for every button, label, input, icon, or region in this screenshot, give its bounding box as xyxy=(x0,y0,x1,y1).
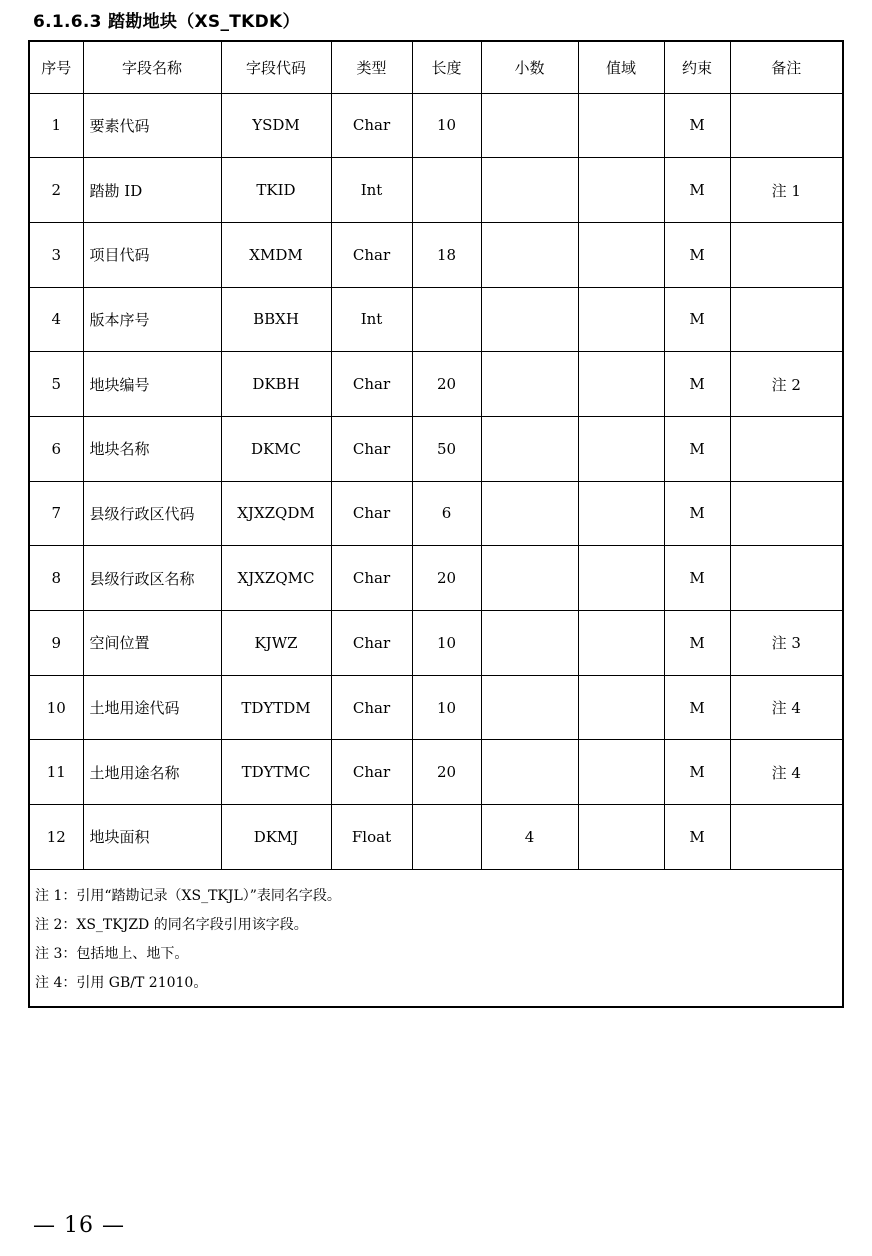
field-name-cell: 项目代码 xyxy=(83,222,221,287)
remark-cell: 注 4 xyxy=(730,740,843,805)
constraint-cell: M xyxy=(664,805,730,870)
field-code-cell: DKBH xyxy=(221,352,331,417)
constraint-cell: M xyxy=(664,93,730,158)
table-row xyxy=(29,352,843,417)
constraint-cell: M xyxy=(664,740,730,805)
length-cell: 10 xyxy=(412,675,481,740)
seq-cell: 8 xyxy=(29,546,83,611)
column-header: 字段名称 xyxy=(83,41,221,93)
field-code-cell: TDYTDM xyxy=(221,675,331,740)
remark-cell xyxy=(730,287,843,352)
decimal-cell xyxy=(481,675,578,740)
remark-cell xyxy=(730,93,843,158)
type-cell: Char xyxy=(331,352,412,417)
notes-cell xyxy=(29,869,843,1007)
column-header: 约束 xyxy=(664,41,730,93)
type-cell: Char xyxy=(331,93,412,158)
length-cell: 18 xyxy=(412,222,481,287)
constraint-cell: M xyxy=(664,222,730,287)
type-cell: Char xyxy=(331,481,412,546)
seq-cell: 1 xyxy=(29,93,83,158)
field-code-cell: TKID xyxy=(221,158,331,223)
domain-cell xyxy=(578,222,664,287)
note-line: 注 4：引用 GB/T 21010。 xyxy=(35,974,208,991)
field-name-cell: 土地用途代码 xyxy=(83,675,221,740)
field-code-cell: XJXZQDM xyxy=(221,481,331,546)
table-row xyxy=(29,158,843,223)
field-code-cell: YSDM xyxy=(221,93,331,158)
constraint-cell: M xyxy=(664,352,730,417)
constraint-cell: M xyxy=(664,546,730,611)
decimal-cell xyxy=(481,481,578,546)
domain-cell xyxy=(578,287,664,352)
table-row xyxy=(29,546,843,611)
remark-cell: 注 3 xyxy=(730,611,843,676)
table-row xyxy=(29,805,843,870)
length-cell xyxy=(412,158,481,223)
field-name-cell: 空间位置 xyxy=(83,611,221,676)
domain-cell xyxy=(578,675,664,740)
column-header: 序号 xyxy=(29,41,83,93)
note-line: 注 1：引用“踏勘记录（XS_TKJL）”表同名字段。 xyxy=(35,887,341,904)
type-cell: Int xyxy=(331,287,412,352)
seq-cell: 12 xyxy=(29,805,83,870)
remark-cell: 注 4 xyxy=(730,675,843,740)
constraint-cell: M xyxy=(664,416,730,481)
table-row xyxy=(29,611,843,676)
type-cell: Char xyxy=(331,546,412,611)
page-number: — 16 — xyxy=(33,1213,125,1238)
length-cell: 20 xyxy=(412,546,481,611)
seq-cell: 4 xyxy=(29,287,83,352)
seq-cell: 6 xyxy=(29,416,83,481)
field-definition-table xyxy=(28,40,844,1008)
column-header: 小数 xyxy=(481,41,578,93)
field-code-cell: DKMJ xyxy=(221,805,331,870)
decimal-cell xyxy=(481,222,578,287)
remark-cell: 注 1 xyxy=(730,158,843,223)
field-code-cell: XMDM xyxy=(221,222,331,287)
seq-cell: 7 xyxy=(29,481,83,546)
domain-cell xyxy=(578,611,664,676)
remark-cell xyxy=(730,416,843,481)
column-header: 类型 xyxy=(331,41,412,93)
note-line: 注 3：包括地上、地下。 xyxy=(35,945,189,962)
field-name-cell: 版本序号 xyxy=(83,287,221,352)
field-code-cell: KJWZ xyxy=(221,611,331,676)
field-code-cell: DKMC xyxy=(221,416,331,481)
type-cell: Int xyxy=(331,158,412,223)
table-row xyxy=(29,740,843,805)
field-name-cell: 县级行政区代码 xyxy=(83,481,221,546)
note-line: 注 2：XS_TKJZD 的同名字段引用该字段。 xyxy=(35,916,308,933)
decimal-cell xyxy=(481,546,578,611)
domain-cell xyxy=(578,546,664,611)
field-name-cell: 地块编号 xyxy=(83,352,221,417)
type-cell: Char xyxy=(331,740,412,805)
table-body xyxy=(29,93,843,869)
field-code-cell: BBXH xyxy=(221,287,331,352)
length-cell xyxy=(412,287,481,352)
decimal-cell xyxy=(481,287,578,352)
remark-cell: 注 2 xyxy=(730,352,843,417)
domain-cell xyxy=(578,805,664,870)
field-name-cell: 土地用途名称 xyxy=(83,740,221,805)
domain-cell xyxy=(578,93,664,158)
length-cell: 20 xyxy=(412,740,481,805)
field-code-cell: XJXZQMC xyxy=(221,546,331,611)
column-header: 值域 xyxy=(578,41,664,93)
table-row xyxy=(29,675,843,740)
decimal-cell xyxy=(481,611,578,676)
notes-row xyxy=(29,869,843,1007)
decimal-cell xyxy=(481,93,578,158)
domain-cell xyxy=(578,481,664,546)
seq-cell: 11 xyxy=(29,740,83,805)
decimal-cell xyxy=(481,158,578,223)
length-cell: 6 xyxy=(412,481,481,546)
field-name-cell: 踏勘 ID xyxy=(83,158,221,223)
domain-cell xyxy=(578,416,664,481)
table-header-row xyxy=(29,41,843,93)
length-cell: 10 xyxy=(412,93,481,158)
section-heading: 6.1.6.3 踏勘地块（XS_TKDK） xyxy=(33,12,300,32)
remark-cell xyxy=(730,481,843,546)
length-cell xyxy=(412,805,481,870)
seq-cell: 3 xyxy=(29,222,83,287)
seq-cell: 5 xyxy=(29,352,83,417)
field-code-cell: TDYTMC xyxy=(221,740,331,805)
column-header: 字段代码 xyxy=(221,41,331,93)
field-name-cell: 县级行政区名称 xyxy=(83,546,221,611)
decimal-cell: 4 xyxy=(481,805,578,870)
constraint-cell: M xyxy=(664,287,730,352)
table-row xyxy=(29,416,843,481)
table-row xyxy=(29,287,843,352)
table-row xyxy=(29,222,843,287)
seq-cell: 10 xyxy=(29,675,83,740)
table-row xyxy=(29,93,843,158)
field-name-cell: 要素代码 xyxy=(83,93,221,158)
length-cell: 10 xyxy=(412,611,481,676)
seq-cell: 2 xyxy=(29,158,83,223)
length-cell: 20 xyxy=(412,352,481,417)
constraint-cell: M xyxy=(664,481,730,546)
field-name-cell: 地块面积 xyxy=(83,805,221,870)
domain-cell xyxy=(578,158,664,223)
decimal-cell xyxy=(481,740,578,805)
decimal-cell xyxy=(481,352,578,417)
seq-cell: 9 xyxy=(29,611,83,676)
table-row xyxy=(29,481,843,546)
remark-cell xyxy=(730,805,843,870)
constraint-cell: M xyxy=(664,675,730,740)
domain-cell xyxy=(578,740,664,805)
remark-cell xyxy=(730,222,843,287)
type-cell: Char xyxy=(331,416,412,481)
type-cell: Char xyxy=(331,222,412,287)
domain-cell xyxy=(578,352,664,417)
type-cell: Float xyxy=(331,805,412,870)
column-header: 备注 xyxy=(730,41,843,93)
field-name-cell: 地块名称 xyxy=(83,416,221,481)
column-header: 长度 xyxy=(412,41,481,93)
constraint-cell: M xyxy=(664,158,730,223)
type-cell: Char xyxy=(331,611,412,676)
decimal-cell xyxy=(481,416,578,481)
type-cell: Char xyxy=(331,675,412,740)
remark-cell xyxy=(730,546,843,611)
length-cell: 50 xyxy=(412,416,481,481)
constraint-cell: M xyxy=(664,611,730,676)
